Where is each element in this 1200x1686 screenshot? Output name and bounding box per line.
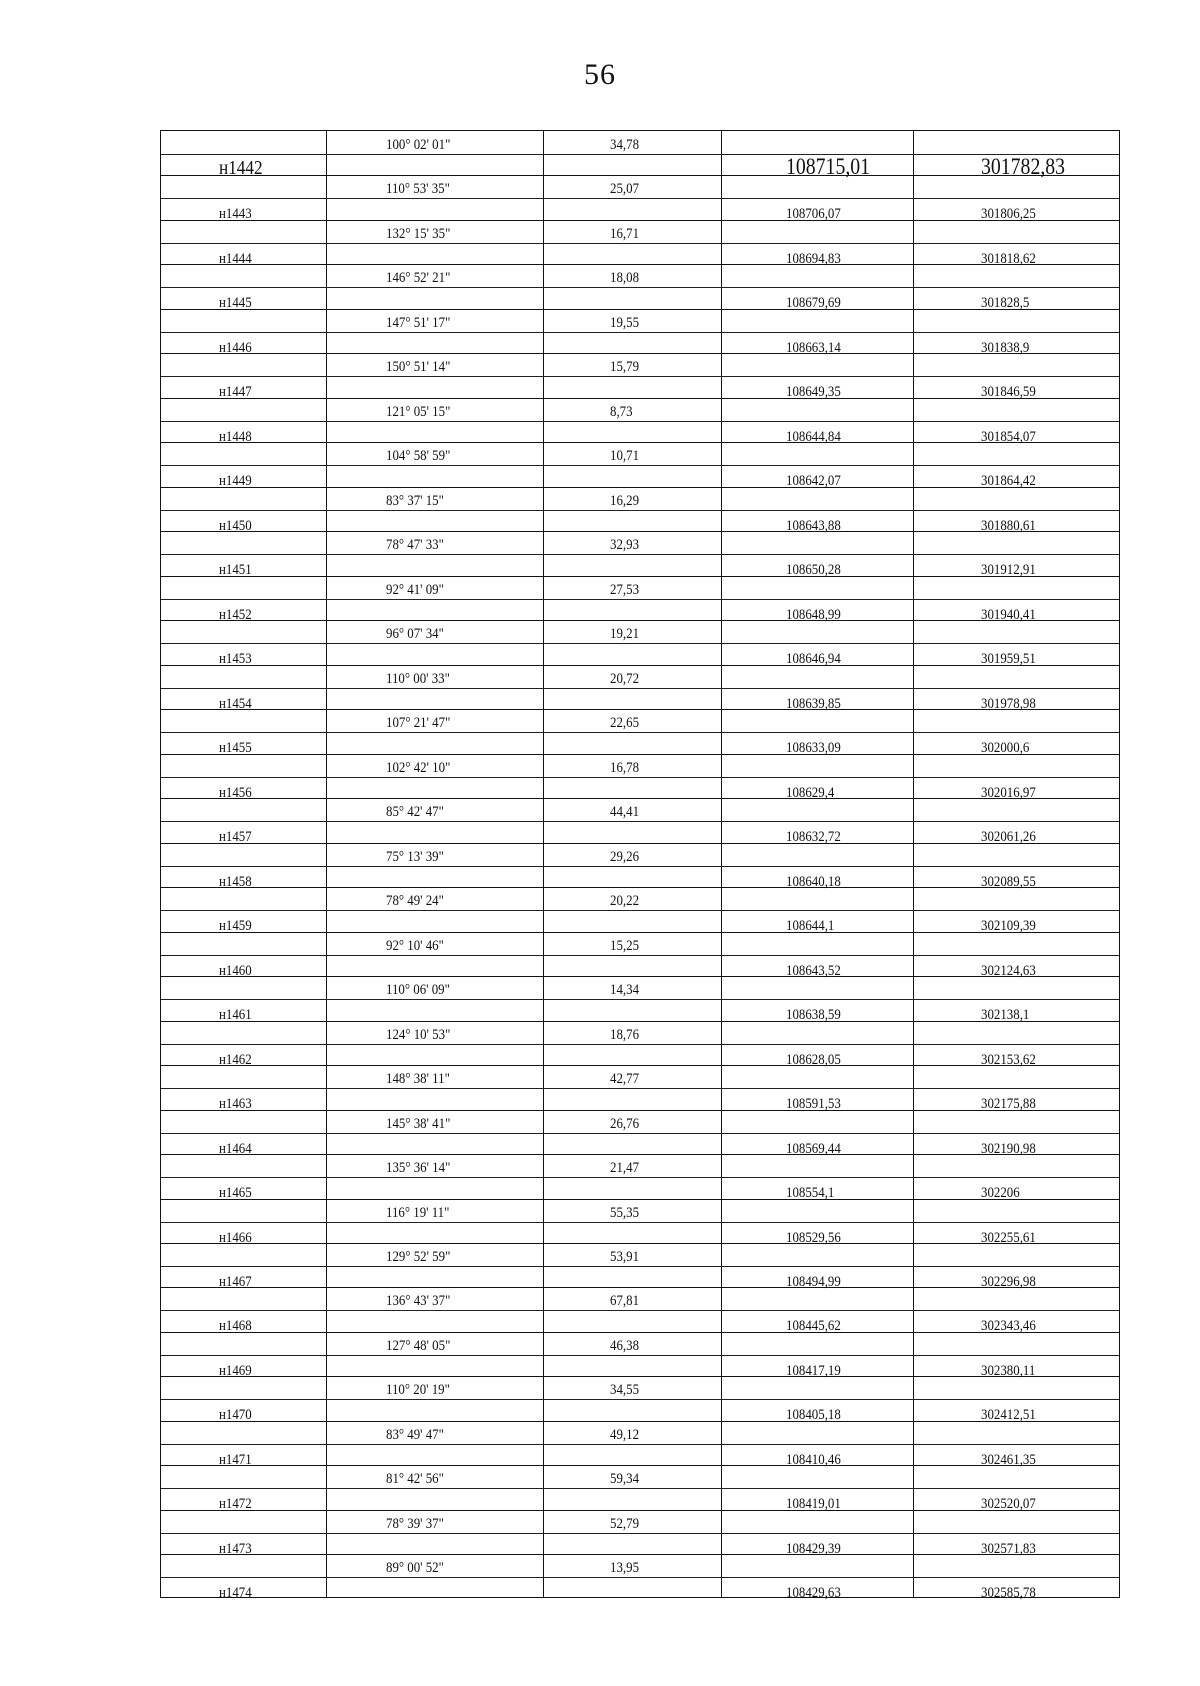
row-midline [161,1044,1119,1045]
point-name: н1447 [219,384,252,401]
point-name: н1458 [219,873,252,890]
direction-angle: 110° 20' 19" [386,1382,450,1399]
direction-angle: 135° 36' 14" [386,1160,451,1177]
row-midline [161,376,1119,377]
segment-length: 34,78 [610,137,640,153]
point-name: н1452 [219,606,252,623]
row-separator [161,1065,1119,1066]
coordinate-y: 301782,83 [981,154,1066,179]
coordinate-x: 108694,83 [786,250,841,267]
row-midline [161,732,1119,733]
point-name: н1451 [219,562,252,579]
table-row [161,754,1119,800]
table-row [161,442,1119,488]
coordinate-x: 108429,63 [786,1585,841,1602]
row-midline [161,1355,1119,1356]
row-midline [161,1088,1119,1089]
direction-angle: 132° 15' 35" [386,225,451,242]
coordinate-y: 302296,98 [981,1274,1036,1290]
row-midline [161,599,1119,600]
coordinate-y: 301978,98 [981,695,1036,712]
row-separator [161,1465,1119,1466]
point-name: н1469 [219,1362,252,1379]
row-separator [161,843,1119,844]
coordinate-x: 108646,94 [786,651,841,668]
table-row [161,709,1119,755]
table-row [161,932,1119,978]
point-name: н1462 [219,1051,252,1068]
table-row [161,843,1119,889]
segment-length: 18,76 [610,1026,640,1043]
table-row [161,353,1119,399]
row-separator [161,531,1119,532]
direction-angle: 146° 52' 21" [386,270,451,287]
segment-length: 55,35 [610,1204,640,1221]
coordinate-y: 301806,25 [981,206,1036,223]
row-separator [161,1287,1119,1288]
direction-angle: 129° 52' 59" [386,1249,451,1265]
coordinate-y: 302343,46 [981,1318,1036,1335]
point-name: н1455 [219,740,252,757]
row-separator [161,1510,1119,1511]
direction-angle: 78° 49' 24" [386,893,444,910]
row-separator [161,754,1119,755]
direction-angle: 102° 42' 10" [386,759,451,776]
direction-angle: 96° 07' 34" [386,626,444,643]
row-midline [161,821,1119,822]
coordinate-x: 108643,52 [786,962,841,979]
direction-angle: 136° 43' 37" [386,1293,451,1310]
coordinate-y: 301854,07 [981,428,1036,445]
coordinate-y: 302255,61 [981,1229,1036,1246]
direction-angle: 92° 41' 09" [386,581,444,598]
coordinate-x: 108649,35 [786,384,841,401]
direction-angle: 147° 51' 17" [386,314,451,331]
point-name: н1449 [219,473,252,490]
segment-length: 10,71 [610,448,640,465]
segment-length: 44,41 [610,804,640,821]
segment-length: 34,55 [610,1382,640,1399]
point-name: н1470 [219,1407,252,1424]
coordinate-y: 302380,11 [981,1362,1036,1379]
row-midline [161,1177,1119,1178]
coordinate-y: 302461,35 [981,1451,1036,1468]
segment-length: 42,77 [610,1071,640,1088]
coordinate-y: 302061,26 [981,829,1036,846]
row-midline [161,332,1119,333]
coordinate-y: 302089,55 [981,873,1036,890]
coordinate-y: 301838,9 [981,339,1030,356]
coordinate-y: 302124,63 [981,962,1036,979]
row-midline [161,1222,1119,1223]
point-name: н1442 [219,157,263,179]
row-midline [161,243,1119,244]
row-separator [161,665,1119,666]
coordinate-y: 302000,6 [981,740,1030,757]
point-name: н1461 [219,1007,252,1024]
coordinate-x: 108640,18 [786,873,841,890]
segment-length: 16,71 [610,225,640,242]
coordinate-x: 108417,19 [786,1362,841,1379]
row-separator [161,709,1119,710]
table-row [161,1021,1119,1067]
coordinate-y: 301828,5 [981,295,1030,312]
point-name: н1467 [219,1274,252,1290]
table-row [161,798,1119,844]
coordinate-y: 301959,51 [981,651,1036,668]
table-row [161,1243,1119,1289]
point-name: н1464 [219,1140,252,1157]
point-name: н1472 [219,1496,252,1513]
row-separator [161,353,1119,354]
coordinate-x: 108648,99 [786,606,841,623]
table-row [161,1554,1119,1600]
segment-length: 49,12 [610,1426,640,1443]
direction-angle: 83° 37' 15" [386,492,444,509]
row-midline [161,1399,1119,1400]
table-row [161,264,1119,310]
row-midline [161,1266,1119,1267]
segment-length: 46,38 [610,1337,640,1354]
row-separator [161,1554,1119,1555]
point-name: н1450 [219,517,252,534]
row-midline [161,287,1119,288]
direction-angle: 145° 38' 41" [386,1115,451,1132]
coordinate-y: 302109,39 [981,918,1036,935]
row-midline [161,1488,1119,1489]
coordinate-y: 301818,62 [981,250,1036,267]
row-separator [161,1021,1119,1022]
coordinate-x: 108644,1 [786,918,835,935]
point-name: н1468 [219,1318,252,1335]
point-name: н1466 [219,1229,252,1246]
table-row [161,1199,1119,1245]
direction-angle: 85° 42' 47" [386,804,444,821]
row-separator [161,1243,1119,1244]
row-midline [161,777,1119,778]
coordinate-x: 108629,4 [786,784,835,801]
table-row [161,1287,1119,1333]
coordinate-x: 108494,99 [786,1274,841,1290]
coordinate-y: 301880,61 [981,517,1036,534]
coordinate-x: 108679,69 [786,295,841,312]
segment-length: 14,34 [610,982,640,999]
point-name: н1471 [219,1451,252,1468]
row-separator [161,976,1119,977]
coordinate-y: 301912,91 [981,562,1036,579]
row-midline [161,465,1119,466]
table-row [161,1154,1119,1200]
point-name: н1453 [219,651,252,668]
coordinate-x: 108632,72 [786,829,841,846]
coordinate-x: 108642,07 [786,473,841,490]
coordinate-y: 302190,98 [981,1140,1036,1157]
segment-length: 53,91 [610,1249,640,1265]
direction-angle: 75° 13' 39" [386,848,444,865]
row-midline [161,198,1119,199]
direction-angle: 121° 05' 15" [386,403,451,420]
table-row [161,398,1119,444]
row-separator [161,309,1119,310]
direction-angle: 100° 02' 01" [386,137,451,153]
row-separator [161,932,1119,933]
table-row [161,1421,1119,1467]
point-name: н1459 [219,918,252,935]
coordinate-x: 108663,14 [786,339,841,356]
row-separator [161,1110,1119,1111]
segment-length: 15,79 [610,359,640,376]
point-name: н1460 [219,962,252,979]
row-separator [161,1154,1119,1155]
segment-length: 19,55 [610,314,640,331]
row-separator [161,487,1119,488]
row-midline [161,1133,1119,1134]
table-row [161,309,1119,355]
direction-angle: 92° 10' 46" [386,937,444,954]
row-midline [161,643,1119,644]
row-midline [161,154,1119,155]
coordinate-x: 108644,84 [786,428,841,445]
direction-angle: 81° 42' 56" [386,1471,444,1488]
row-separator [161,220,1119,221]
coordinate-y: 301940,41 [981,606,1036,623]
direction-angle: 127° 48' 05" [386,1337,451,1354]
table-row [161,1110,1119,1156]
coordinate-x: 108638,59 [786,1007,841,1024]
row-separator [161,620,1119,621]
row-separator [161,264,1119,265]
segment-length: 16,78 [610,759,640,776]
segment-length: 21,47 [610,1160,640,1177]
table-row [161,131,1119,177]
coordinate-y: 302153,62 [981,1051,1036,1068]
table-row [161,1376,1119,1422]
point-name: н1454 [219,695,252,712]
page-number: 56 [584,58,616,91]
row-midline [161,866,1119,867]
table-row [161,220,1119,266]
coordinate-y: 302412,51 [981,1407,1036,1424]
coordinate-y: 301864,42 [981,473,1036,490]
row-midline [161,1310,1119,1311]
segment-length: 20,22 [610,893,640,910]
table-row [161,887,1119,933]
segment-length: 13,95 [610,1560,640,1577]
row-separator [161,1332,1119,1333]
coordinate-y: 302138,1 [981,1007,1030,1024]
coordinate-x: 108715,01 [786,154,871,179]
point-name: н1465 [219,1185,252,1202]
point-name: н1474 [219,1585,252,1602]
row-separator [161,175,1119,176]
segment-length: 32,93 [610,537,640,554]
point-name: н1463 [219,1096,252,1113]
coordinate-y: 302571,83 [981,1540,1036,1557]
direction-angle: 107° 21' 47" [386,715,451,732]
segment-length: 67,81 [610,1293,640,1310]
point-name: н1444 [219,250,252,267]
coordinate-x: 108529,56 [786,1229,841,1246]
segment-length: 26,76 [610,1115,640,1132]
coordinate-y: 302520,07 [981,1496,1036,1513]
coordinate-x: 108706,07 [786,206,841,223]
point-name: н1445 [219,295,252,312]
row-midline [161,1577,1119,1578]
segment-length: 8,73 [610,403,633,420]
coordinate-x: 108419,01 [786,1496,841,1513]
row-separator [161,1199,1119,1200]
point-name: н1456 [219,784,252,801]
row-midline [161,421,1119,422]
point-name: н1473 [219,1540,252,1557]
point-name: н1448 [219,428,252,445]
coordinate-y: 302206 [981,1185,1020,1202]
coordinate-y: 302016,97 [981,784,1036,801]
row-midline [161,1533,1119,1534]
row-separator [161,798,1119,799]
segment-length: 18,08 [610,270,640,287]
table-row [161,175,1119,221]
table-row [161,665,1119,711]
direction-angle: 116° 19' 11" [386,1204,450,1221]
point-name: н1443 [219,206,252,223]
coordinate-x: 108429,39 [786,1540,841,1557]
table-row [161,1332,1119,1378]
row-midline [161,999,1119,1000]
coordinate-x: 108591,53 [786,1096,841,1113]
coordinate-y: 302585,78 [981,1585,1036,1602]
direction-angle: 110° 53' 35" [386,181,450,198]
segment-length: 29,26 [610,848,640,865]
direction-angle: 78° 39' 37" [386,1515,444,1532]
point-name: н1446 [219,339,252,356]
table-row [161,1510,1119,1556]
row-midline [161,510,1119,511]
coordinate-x: 108633,09 [786,740,841,757]
table-row [161,1065,1119,1111]
direction-angle: 78° 47' 33" [386,537,444,554]
table-row [161,487,1119,533]
row-separator [161,442,1119,443]
direction-angle: 150° 51' 14" [386,359,451,376]
coordinate-x: 108643,88 [786,517,841,534]
direction-angle: 110° 06' 09" [386,982,450,999]
row-separator [161,576,1119,577]
segment-length: 27,53 [610,581,640,598]
row-midline [161,688,1119,689]
segment-length: 59,34 [610,1471,640,1488]
coordinate-x: 108650,28 [786,562,841,579]
row-separator [161,1421,1119,1422]
segment-length: 20,72 [610,670,640,687]
coordinate-y: 302175,88 [981,1096,1036,1113]
direction-angle: 110° 00' 33" [386,670,450,687]
direction-angle: 124° 10' 53" [386,1026,451,1043]
point-name: н1457 [219,829,252,846]
segment-length: 52,79 [610,1515,640,1532]
table-row [161,531,1119,577]
table-row [161,620,1119,666]
coordinate-x: 108405,18 [786,1407,841,1424]
coordinate-x: 108410,46 [786,1451,841,1468]
coordinate-x: 108569,44 [786,1140,841,1157]
coordinates-table [160,130,1120,1602]
table-row [161,576,1119,622]
direction-angle: 83° 49' 47" [386,1426,444,1443]
segment-length: 16,29 [610,492,640,509]
table-row [161,976,1119,1022]
row-separator [161,887,1119,888]
coordinate-y: 301846,59 [981,384,1036,401]
segment-length: 15,25 [610,937,640,954]
row-midline [161,554,1119,555]
row-separator [161,398,1119,399]
row-midline [161,910,1119,911]
coordinate-x: 108445,62 [786,1318,841,1335]
coordinate-x: 108554,1 [786,1185,835,1202]
direction-angle: 148° 38' 11" [386,1071,450,1088]
row-midline [161,955,1119,956]
table-row [161,1465,1119,1511]
row-midline [161,1444,1119,1445]
coordinate-x: 108628,05 [786,1051,841,1068]
direction-angle: 89° 00' 52" [386,1560,444,1577]
coordinate-x: 108639,85 [786,695,841,712]
direction-angle: 104° 58' 59" [386,448,451,465]
segment-length: 19,21 [610,626,640,643]
segment-length: 25,07 [610,181,640,198]
segment-length: 22,65 [610,715,640,732]
row-separator [161,1376,1119,1377]
